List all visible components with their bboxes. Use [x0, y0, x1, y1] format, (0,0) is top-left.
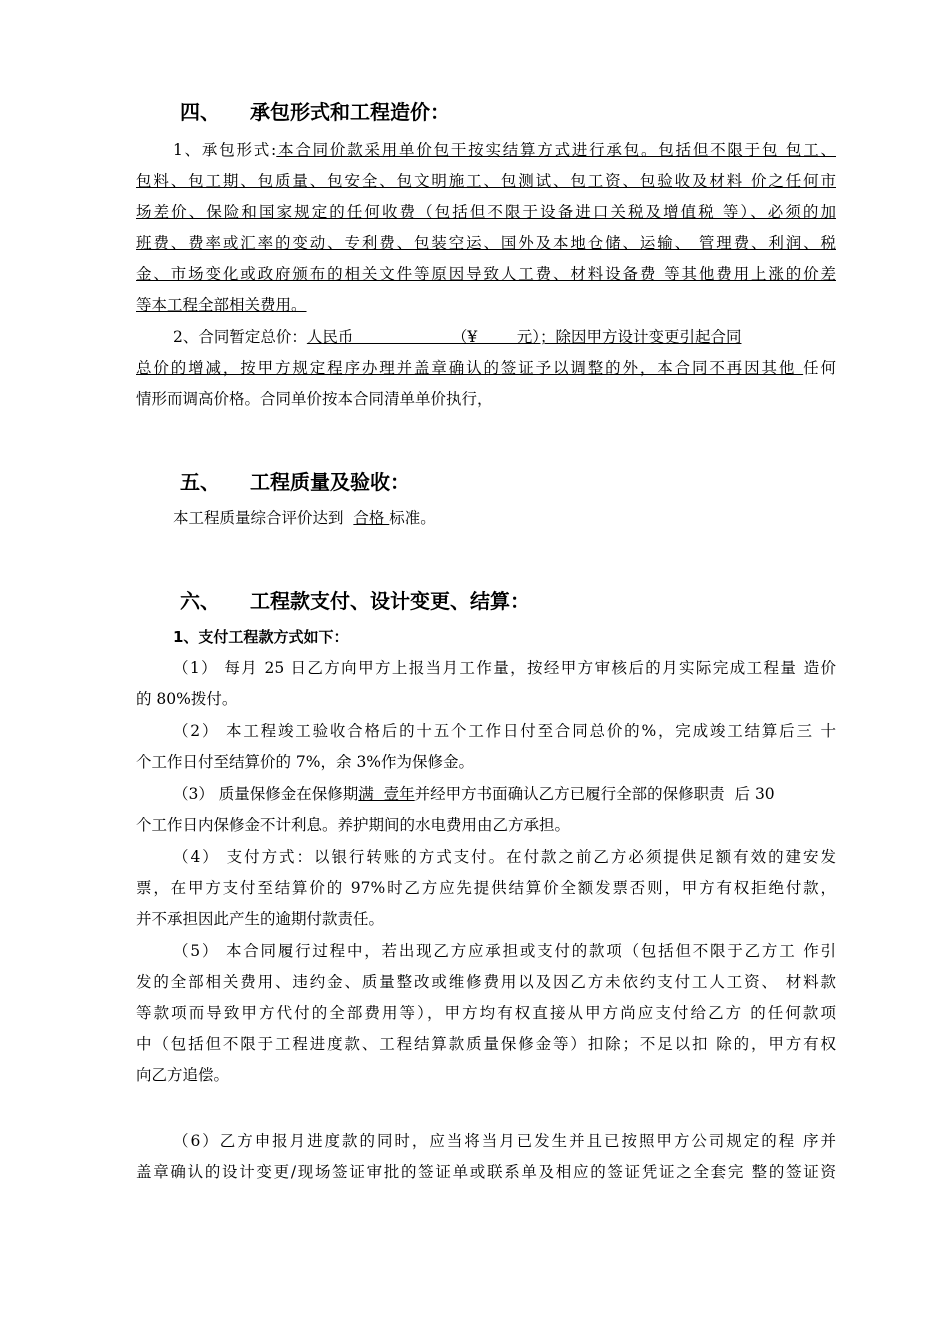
quality-text-a: 本工程质量综合评价达到: [173, 509, 354, 527]
section-5-heading: [180, 466, 410, 495]
item-6-line-2: 盖章确认的设计变更/现场签证审批的签证单或联系单及相应的签证凭证之全套完 整的签证资: [136, 1163, 836, 1181]
clause-4-2-tail: 任何: [803, 359, 836, 377]
clause-4-1-line-2: 包料、包工期、包质量、包安全、包文明施工、包测试、包工资、包验收及材料 价之任何市: [136, 172, 836, 190]
item-3-text-a: （3） 质量保修金在保修期: [173, 785, 359, 803]
item-4-line-1: （4） 支付方式：以银行转账的方式支付。在付款之前乙方必须提供足额有效的建安发: [173, 848, 836, 866]
item-2-line-1: （2） 本工程竣工验收合格后的十五个工作日付至合同总价的%，完成竣工结算后三 十: [173, 722, 836, 740]
quality-text-c: 标准。: [389, 509, 436, 527]
clause-4-1-text: 本合同价款采用单价包干按实结算方式进行承包。包括但不限于包 包工、: [276, 141, 836, 159]
clause-4-1-label: 1、承包形式:: [173, 141, 277, 159]
payment-method-subheading: 1、支付工程款方式如下：: [173, 628, 349, 646]
clause-4-1-line-5: 金、市场变化或政府颁布的相关文件等原因导致人工费、材料设备费 等其他费用上涨的价差: [136, 265, 836, 283]
item-1-line-2: 的 80%拨付。: [136, 690, 238, 708]
clause-4-2-line-2: [136, 358, 836, 378]
clause-4-1-line-4: 班费、费率或汇率的变动、专利费、包装空运、国外及本地仓储、运输、 管理费、利润、税: [136, 234, 836, 252]
section-6-title: 工程款支付、设计变更、结算：: [250, 589, 530, 613]
clause-4-2-line-3: 情形而调高价格。合同单价按本合同清单单价执行，: [136, 390, 493, 408]
section-4-heading: [180, 96, 450, 125]
item-1-line-1: （1） 每月 25 日乙方向甲方上报当月工作量，按经甲方审核后的月实际完成工程量 造价: [173, 659, 836, 677]
clause-4-2-line-1: [173, 327, 741, 347]
item-3-line-1: [173, 784, 775, 804]
section-4-number: 四、: [180, 100, 220, 124]
section-4-title: 承包形式和工程造价：: [250, 100, 450, 124]
item-5-line-2: 发的全部相关费用、违约金、质量整改或维修费用以及因乙方未依约支付工人工资、 材料款: [136, 973, 836, 991]
item-4-line-3: 并不承担因此产生的逾期付款责任。: [136, 910, 385, 928]
quality-standard-value: 合格: [353, 509, 390, 527]
section-6-heading: [180, 585, 530, 614]
clause-4-1-line-1: [173, 140, 836, 160]
item-4-line-2: 票，在甲方支付至结算价的 97%时乙方应先提供结算价全额发票否则，甲方有权拒绝付款，: [136, 879, 836, 897]
warranty-period: 满 壹年: [358, 785, 415, 803]
item-2-line-2: 个工作日付至结算价的 7%，余 3%作为保修金。: [136, 753, 475, 771]
item-3-text-c: 并经甲方书面确认乙方已履行全部的保修职责 后 30: [414, 785, 775, 803]
section-5-title: 工程质量及验收：: [250, 470, 410, 494]
section-5-number: 五、: [180, 470, 220, 494]
clause-4-2-text: 总价的增减，按甲方规定程序办理并盖章确认的签证予以调整的外，本合同不再因其他: [136, 359, 804, 377]
item-5-line-4: 中（包括但不限于工程进度款、工程结算款质量保修金等）扣除；不足以扣 除的，甲方有权: [136, 1035, 836, 1053]
item-5-line-5: 向乙方追偿。: [136, 1066, 230, 1084]
item-3-line-2: 个工作日内保修金不计利息。养护期间的水电费用由乙方承担。: [136, 816, 571, 834]
clause-4-1-line-3: 场差价、保险和国家规定的任何收费（包括但不限于设备进口关税及增值税 等）、必须的加: [136, 203, 836, 221]
item-6-line-1: （6）乙方申报月进度款的同时，应当将当月已发生并且已按照甲方公司规定的程 序并: [173, 1132, 836, 1150]
quality-standard-line: [173, 508, 436, 528]
clause-4-1-line-6: 等本工程全部相关费用。: [136, 296, 307, 314]
clause-4-2-label: 2、合同暂定总价：: [173, 328, 307, 346]
item-5-line-3: 等款项而导致甲方代付的全部费用等），甲方均有权直接从甲方尚应支付给乙方 的任何款项: [136, 1004, 836, 1022]
contract-total-price: 人民币 （¥ 元）；除因甲方设计变更引起合同: [306, 328, 742, 346]
item-5-line-1: （5） 本合同履行过程中，若出现乙方应承担或支付的款项（包括但不限于乙方工 作引: [173, 942, 836, 960]
section-6-number: 六、: [180, 589, 220, 613]
